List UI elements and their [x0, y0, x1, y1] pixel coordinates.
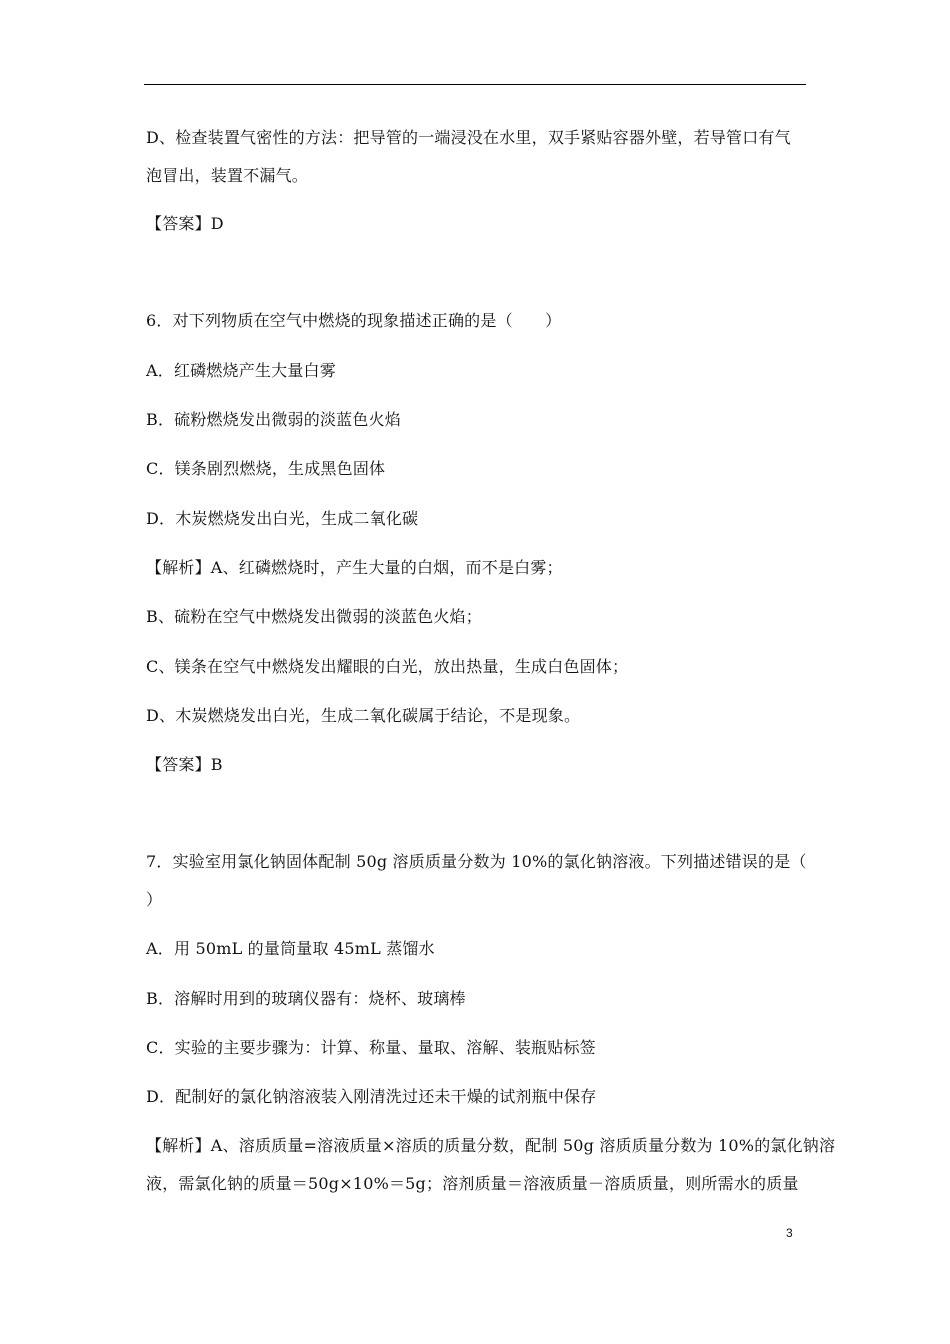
- prev-option-d-line1: D、检查装置气密性的方法：把导管的一端浸没在水里，双手紧贴容器外壁，若导管口有气: [146, 128, 791, 147]
- q6-option-c: C．镁条剧烈燃烧，生成黑色固体: [146, 459, 386, 478]
- prev-answer: 【答案】D: [146, 214, 224, 233]
- q6-answer: 【答案】B: [146, 755, 223, 774]
- prev-option-d-line2: 泡冒出，装置不漏气。: [146, 166, 309, 185]
- q7-stem-line2: ）: [146, 890, 163, 909]
- q7-analysis-line2: 液，需氯化钠的质量＝50g×10%＝5g；溶剂质量＝溶液质量－溶质质量，则所需水的质量: [146, 1174, 799, 1193]
- q6-option-b: B．硫粉燃烧发出微弱的淡蓝色火焰: [146, 410, 401, 429]
- q7-option-c: C．实验的主要步骤为：计算、称量、量取、溶解、装瓶贴标签: [146, 1038, 596, 1057]
- q6-analysis-a: 【解析】A、红磷燃烧时，产生大量的白烟，而不是白雾；: [146, 558, 563, 577]
- q6-option-a: A．红磷燃烧产生大量白雾: [146, 361, 336, 380]
- q6-analysis-b: B、硫粉在空气中燃烧发出微弱的淡蓝色火焰；: [146, 607, 482, 626]
- q6-analysis-d: D、木炭燃烧发出白光，生成二氧化碳属于结论，不是现象。: [146, 706, 581, 725]
- q6-option-d: D．木炭燃烧发出白光，生成二氧化碳: [146, 509, 419, 528]
- header-rule: [144, 84, 806, 85]
- q7-option-b: B．溶解时用到的玻璃仪器有：烧杯、玻璃棒: [146, 989, 466, 1008]
- q7-analysis-line1: 【解析】A、溶质质量=溶液质量×溶质的质量分数，配制 50g 溶质质量分数为 10%的氯化钠溶: [146, 1136, 836, 1155]
- q6-analysis-c: C、镁条在空气中燃烧发出耀眼的白光，放出热量，生成白色固体；: [146, 657, 629, 676]
- q7-option-a: A．用 50mL 的量筒量取 45mL 蒸馏水: [146, 939, 435, 958]
- q7-stem-line1: 7．实验室用氯化钠固体配制 50g 溶质质量分数为 10%的氯化钠溶液。下列描述错误的是（: [146, 852, 807, 871]
- q7-option-d: D．配制好的氯化钠溶液装入刚清洗过还未干燥的试剂瓶中保存: [146, 1087, 597, 1106]
- page-number: 3: [786, 1226, 793, 1240]
- q6-stem: 6．对下列物质在空气中燃烧的现象描述正确的是（ ）: [146, 311, 562, 330]
